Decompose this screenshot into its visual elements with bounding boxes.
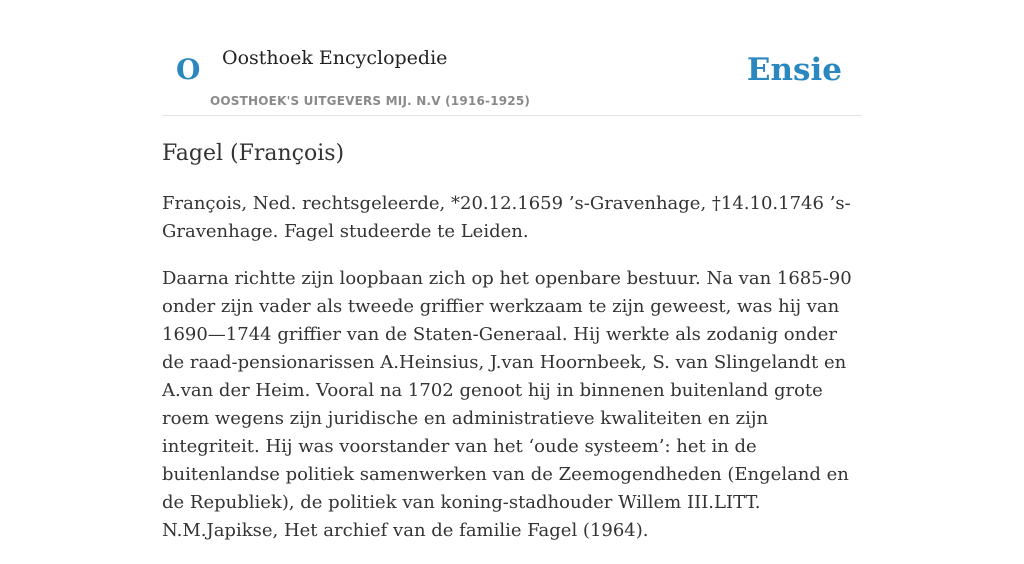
header-divider — [162, 115, 862, 116]
article-title: Fagel (François) — [162, 141, 345, 166]
logo-mark[interactable]: O — [176, 53, 201, 86]
publisher-subtitle: OOSTHOEK'S UITGEVERS MIJ. N.V (1916-1925) — [210, 94, 531, 108]
article-paragraph-1: François, Ned. rechtsgeleerde, *20.12.1659 ’s-Gravenhage, †14.10.1746 ’s-Gravenhage. Fagel studeerde te Leiden. — [162, 193, 851, 242]
article-paragraph-2: Daarna richtte zijn loopbaan zich op het openbare bestuur. Na van 1685-90 onder zijn vader als tweede griffier werkzaam te zijn geweest, was hij van 1690—1744 griffier van de Staten-Generaal. Hij werkte als zodanig onder de raad-pensionarissen A.Heinsius, J.van Hoornbeek, S. van Slingelandt en A.van der Heim. Vooral na 1702 genoot hij in binnenen buitenland grote roem wegens zijn juridische en administratieve kwaliteiten en zijn integriteit. Hij was voorstander van het ‘oude systeem’: het in de buitenlandse politiek samenwerken van de Zeemogendheden (Engeland en de Republiek), de politiek van koning-stadhouder Willem III.LITT. N.M.Japikse, Het archief van de familie Fagel (1964). — [162, 268, 852, 541]
brand-logo-link[interactable]: Ensie — [746, 52, 842, 88]
site-title[interactable]: Oosthoek Encyclopedie — [222, 47, 448, 69]
article — [162, 138, 862, 564]
